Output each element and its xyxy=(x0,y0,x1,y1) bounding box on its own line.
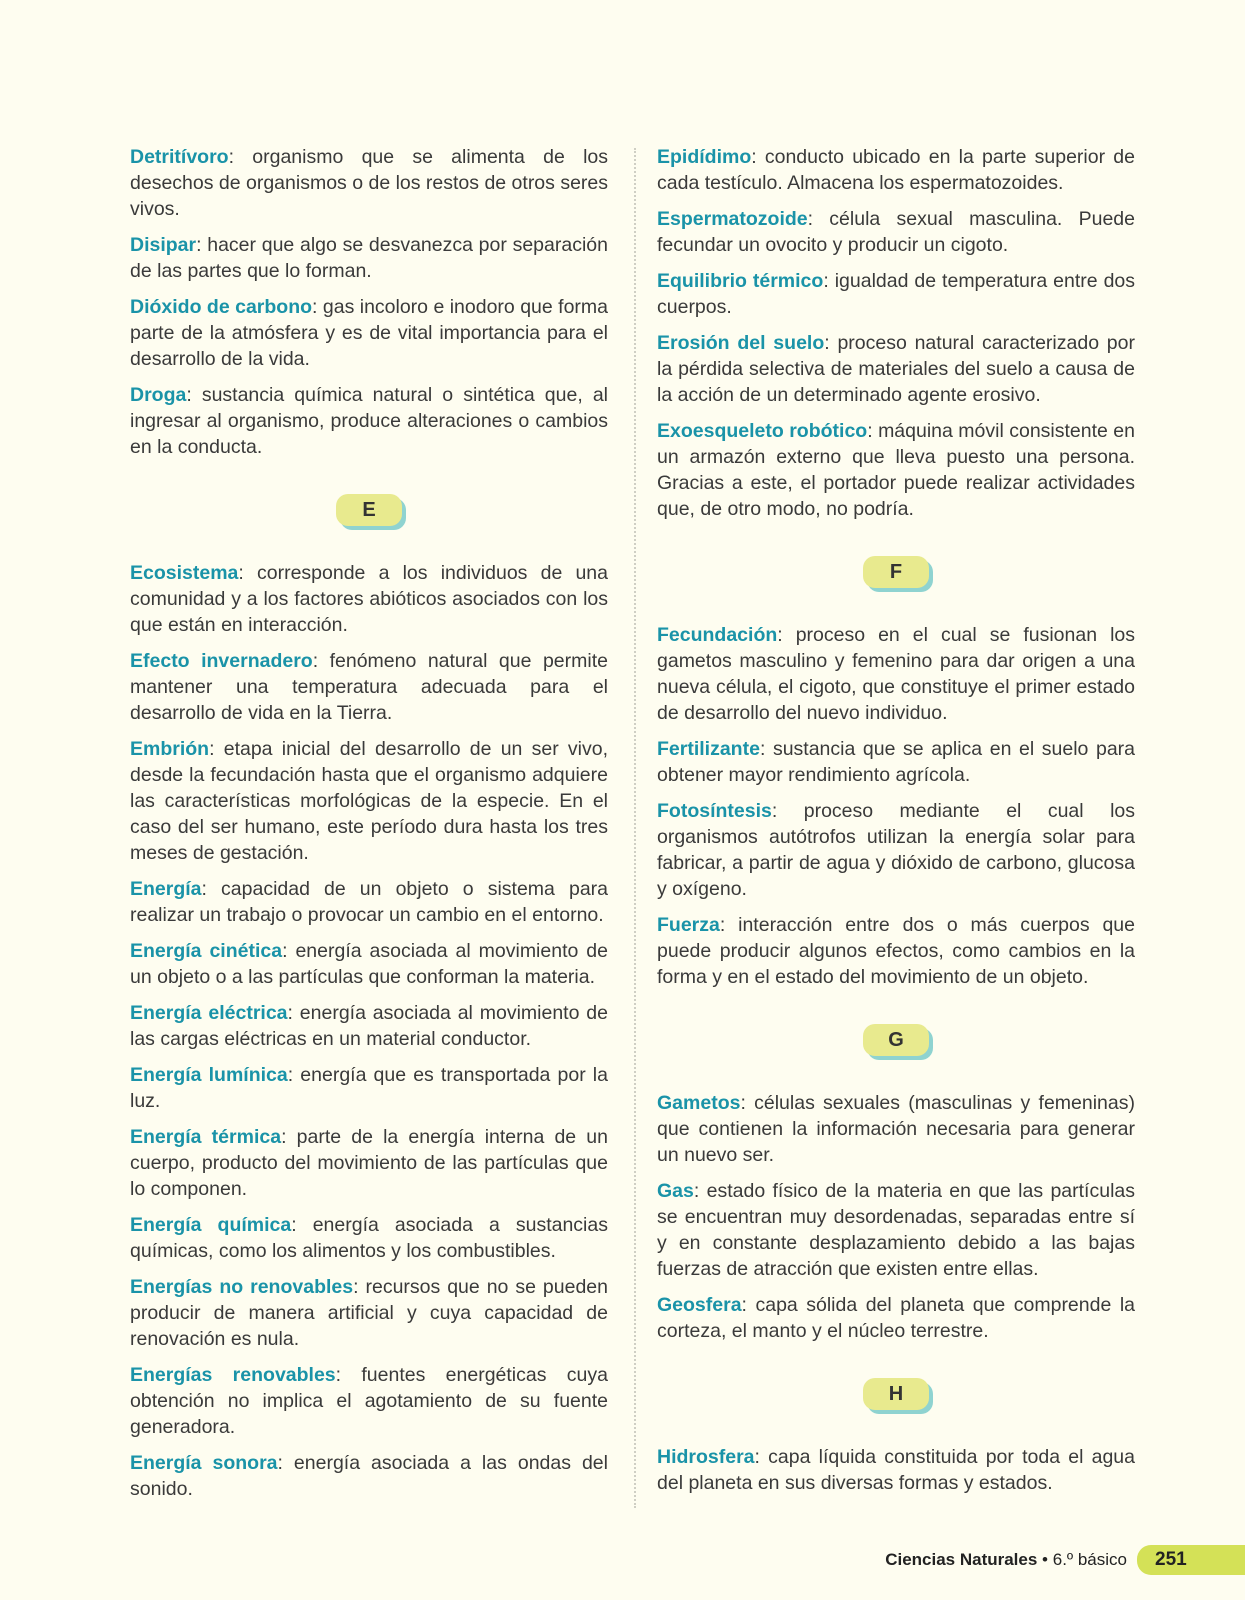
glossary-term: Fertilizante xyxy=(657,738,760,760)
glossary-entry xyxy=(130,382,608,460)
glossary-term: Energía química xyxy=(130,1214,292,1236)
footer-label xyxy=(885,1550,1127,1570)
glossary-entry xyxy=(130,648,608,726)
glossary-entry xyxy=(657,798,1135,902)
glossary-term: Exoesqueleto robótico xyxy=(657,420,868,442)
glossary-term: Gas xyxy=(657,1180,694,1202)
glossary-entry xyxy=(130,1450,608,1502)
glossary-entry xyxy=(130,560,608,638)
glossary-term: Efecto invernadero xyxy=(130,650,313,672)
glossary-term: Geosfera xyxy=(657,1294,742,1316)
glossary-entry xyxy=(657,1178,1135,1282)
glossary-entry xyxy=(130,1212,608,1264)
glossary-definition: : igualdad de temperatura entre dos cuerpos. xyxy=(657,270,1136,318)
glossary-entry xyxy=(130,1362,608,1440)
glossary-entry xyxy=(657,418,1135,522)
glossary-definition: : hacer que algo se desvanezca por separación de las partes que lo forman. xyxy=(130,234,608,282)
glossary-entry xyxy=(657,144,1135,196)
glossary-term: Energía eléctrica xyxy=(130,1002,288,1024)
glossary-term: Energía térmica xyxy=(130,1126,282,1148)
glossary-entry xyxy=(657,330,1135,408)
glossary-definition: : interacción entre dos o más cuerpos que puede producir algunos efectos, como cambios en la forma y en el estado del movimiento de un objeto. xyxy=(657,914,1135,988)
glossary-column-left xyxy=(130,144,608,1512)
letter-section-h xyxy=(657,1378,1135,1414)
glossary-entry xyxy=(657,268,1135,320)
glossary-term: Disipar xyxy=(130,234,197,256)
glossary-entry xyxy=(657,206,1135,258)
glossary-definition: : corresponde a los individuos de una comunidad y a los factores abióticos asociados con los que están en interacción. xyxy=(130,562,608,636)
glossary-definition: : parte de la energía interna de un cuerpo, producto del movimiento de las partículas que lo componen. xyxy=(130,1126,608,1200)
glossary-entry xyxy=(130,1000,608,1052)
glossary-definition: : proceso natural caracterizado por la pérdida selectiva de materiales del suelo a causa de la acción de un determinado agente erosivo. xyxy=(657,332,1135,406)
column-divider xyxy=(634,148,636,1508)
glossary-definition: : célula sexual masculina. Puede fecundar un ovocito y producir un cigoto. xyxy=(657,208,1135,256)
glossary-term: Fotosíntesis xyxy=(657,800,772,822)
glossary-definition: : energía asociada a sustancias químicas, como los alimentos y los combustibles. xyxy=(130,1214,608,1262)
letter-section-e xyxy=(130,494,608,530)
glossary-definition: : sustancia que se aplica en el suelo para obtener mayor rendimiento agrícola. xyxy=(657,738,1135,786)
glossary-entry xyxy=(130,1274,608,1352)
glossary-term: Hidrosfera xyxy=(657,1446,755,1468)
glossary-column-right xyxy=(657,144,1135,1506)
footer-subject: Ciencias Naturales xyxy=(885,1550,1038,1569)
letter-section-f xyxy=(657,556,1135,592)
glossary-term: Detritívoro xyxy=(130,146,229,168)
glossary-entry xyxy=(130,736,608,866)
page-footer xyxy=(885,1545,1245,1575)
glossary-definition: : máquina móvil consistente en un armazón externo que lleva puesto una persona. Gracias a este, el portador puede realizar actividades que, de otro modo, no podría. xyxy=(657,420,1135,520)
glossary-entry xyxy=(657,1292,1135,1344)
glossary-definition: : sustancia química natural o sintética que, al ingresar al organismo, produce alteraciones o cambios en la conducta. xyxy=(130,384,608,458)
glossary-term: Ecosistema xyxy=(130,562,239,584)
glossary-term: Energías no renovables xyxy=(130,1276,354,1298)
glossary-term: Energía xyxy=(130,878,202,900)
glossary-entry xyxy=(130,938,608,990)
glossary-entry xyxy=(130,232,608,284)
glossary-entry xyxy=(657,912,1135,990)
glossary-definition: : estado físico de la materia en que las partículas se encuentran muy desordenadas, separadas entre sí y en constante desplazamiento debido a las bajas fuerzas de atracción que existen entre ellas. xyxy=(657,1180,1135,1280)
page-number: 251 xyxy=(1137,1545,1245,1575)
glossary-definition: : fenómeno natural que permite mantener una temperatura adecuada para el desarrollo de vida en la Tierra. xyxy=(130,650,608,724)
glossary-definition: : gas incoloro e inodoro que forma parte de la atmósfera y es de vital importancia para el desarrollo de la vida. xyxy=(130,296,608,370)
glossary-entry xyxy=(657,622,1135,726)
glossary-term: Fecundación xyxy=(657,624,778,646)
glossary-entry xyxy=(657,1090,1135,1168)
glossary-definition: : conducto ubicado en la parte superior de cada testículo. Almacena los espermatozoides. xyxy=(657,146,1135,194)
footer-grade: 6.º básico xyxy=(1052,1550,1127,1569)
glossary-term: Epidídimo xyxy=(657,146,752,168)
glossary-definition: : etapa inicial del desarrollo de un ser vivo, desde la fecundación hasta que el organismo adquiere las características morfológicas de la especie. En el caso del ser humano, este período dura hasta los tres meses de gestación. xyxy=(130,738,608,864)
glossary-term: Energías renovables xyxy=(130,1364,336,1386)
glossary-entry xyxy=(130,144,608,222)
glossary-definition: : recursos que no se pueden producir de manera artificial y cuya capacidad de renovación es nula. xyxy=(130,1276,608,1350)
glossary-term: Espermatozoide xyxy=(657,208,808,230)
letter-badge: F xyxy=(863,556,929,588)
glossary-term: Energía cinética xyxy=(130,940,283,962)
glossary-definition: : capa sólida del planeta que comprende la corteza, el manto y el núcleo terrestre. xyxy=(657,1294,1135,1342)
glossary-definition: : proceso en el cual se fusionan los gametos masculino y femenino para dar origen a una nueva célula, el cigoto, que constituye el primer estado de desarrollo del nuevo individuo. xyxy=(657,624,1135,724)
glossary-entry xyxy=(130,294,608,372)
glossary-definition: : fuentes energéticas cuya obtención no implica el agotamiento de su fuente generadora. xyxy=(130,1364,608,1438)
glossary-entry xyxy=(657,1444,1135,1496)
letter-badge: H xyxy=(863,1378,929,1410)
letter-badge: E xyxy=(336,494,402,526)
glossary-definition: : energía que es transportada por la luz. xyxy=(130,1064,608,1112)
glossary-term: Fuerza xyxy=(657,914,720,936)
glossary-entry xyxy=(657,736,1135,788)
glossary-entry xyxy=(130,1062,608,1114)
glossary-term: Embrión xyxy=(130,738,210,760)
letter-section-g xyxy=(657,1024,1135,1060)
glossary-definition: : energía asociada al movimiento de las cargas eléctricas en un material conductor. xyxy=(130,1002,608,1050)
glossary-definition: : organismo que se alimenta de los desechos de organismos o de los restos de otros seres vivos. xyxy=(130,146,609,220)
glossary-definition: : proceso mediante el cual los organismos autótrofos utilizan la energía solar para fabricar, a partir de agua y dióxido de carbono, glucosa y oxígeno. xyxy=(657,800,1135,900)
footer-separator: • xyxy=(1037,1550,1053,1569)
glossary-entry xyxy=(130,1124,608,1202)
glossary-term: Equilibrio térmico xyxy=(657,270,824,292)
glossary-term: Energía sonora xyxy=(130,1452,278,1474)
glossary-term: Dióxido de carbono xyxy=(130,296,313,318)
glossary-definition: : células sexuales (masculinas y femeninas) que contienen la información necesaria para generar un nuevo ser. xyxy=(657,1092,1135,1166)
glossary-definition: : energía asociada al movimiento de un objeto o a las partículas que conforman la materia. xyxy=(130,940,608,988)
glossary-entry xyxy=(130,876,608,928)
glossary-term: Erosión del suelo xyxy=(657,332,825,354)
letter-badge: G xyxy=(863,1024,929,1056)
glossary-definition: : energía asociada a las ondas del sonido. xyxy=(130,1452,608,1500)
glossary-term: Gametos xyxy=(657,1092,741,1114)
glossary-definition: : capa líquida constituida por toda el agua del planeta en sus diversas formas y estados. xyxy=(657,1446,1135,1494)
glossary-term: Droga xyxy=(130,384,187,406)
glossary-definition: : capacidad de un objeto o sistema para realizar un trabajo o provocar un cambio en el entorno. xyxy=(130,878,608,926)
glossary-term: Energía lumínica xyxy=(130,1064,288,1086)
